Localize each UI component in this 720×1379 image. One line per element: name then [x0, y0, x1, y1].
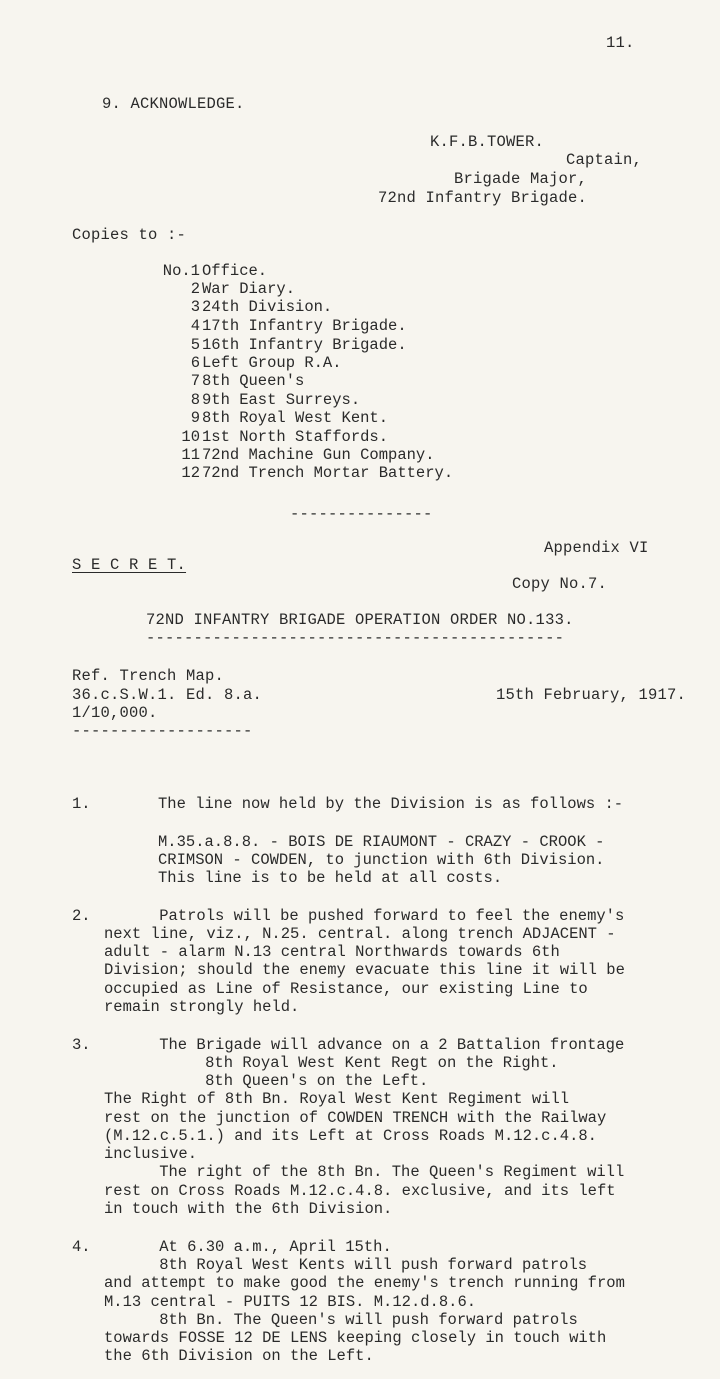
- page-number: 11.: [606, 34, 635, 52]
- paragraph-line: This line is to be held at all costs.: [158, 869, 503, 887]
- signature-name: K.F.B.TOWER.: [430, 133, 545, 151]
- paragraph-line: rest on Cross Roads M.12.c.4.8. exclusive, and its left: [104, 1182, 616, 1200]
- copy-number: 3: [190, 298, 200, 316]
- copy-recipient: Left Group R.A.: [202, 354, 342, 372]
- ref-rule: -------------------: [72, 722, 253, 740]
- paragraph-line: Division; should the enemy evacuate this line it will be: [104, 961, 625, 979]
- signature-role: Brigade Major,: [454, 170, 588, 188]
- copy-recipient: 72nd Trench Mortar Battery.: [202, 464, 454, 482]
- copy-number: 7: [190, 372, 200, 390]
- order-title: 72ND INFANTRY BRIGADE OPERATION ORDER NO.133.: [146, 611, 574, 629]
- copy-number: 6: [190, 354, 200, 372]
- paragraph-line: The line now held by the Division is as follows :-: [158, 795, 624, 813]
- paragraph-line: CRIMSON - COWDEN, to junction with 6th Division.: [158, 851, 605, 869]
- paragraph-line: 8th Queen's on the Left.: [140, 1072, 429, 1090]
- copy-recipient: 72nd Machine Gun Company.: [202, 446, 435, 464]
- ref-line-1: Ref. Trench Map.: [72, 667, 225, 685]
- paragraph-line: M.13 central - PUITS 12 BIS. M.12.d.8.6.: [104, 1293, 477, 1311]
- copy-number: 11: [181, 446, 200, 464]
- copy-number: 2: [190, 280, 200, 298]
- list-item: [148, 446, 435, 464]
- paragraph-line: 8th Royal West Kent Regt on the Right.: [140, 1054, 559, 1072]
- copy-number: 8: [190, 391, 200, 409]
- paragraph-line: remain strongly held.: [104, 998, 300, 1016]
- order-date: 15th February, 1917.: [496, 686, 687, 704]
- paragraph-line: M.35.a.8.8. - BOIS DE RIAUMONT - CRAZY - CROOK -: [158, 833, 605, 851]
- copy-number: 5: [190, 336, 200, 354]
- paragraph-line: 8th Bn. The Queen's will push forward patrols: [122, 1311, 578, 1329]
- paragraph-line: occupied as Line of Resistance, our existing Line to: [104, 980, 588, 998]
- paragraph-number: 3.: [72, 1036, 91, 1054]
- ref-line-2: 36.c.S.W.1. Ed. 8.a.: [72, 686, 263, 704]
- list-item: [148, 354, 342, 372]
- copy-recipient: 8th Royal West Kent.: [202, 409, 389, 427]
- copy-recipient: 1st North Staffords.: [202, 428, 389, 446]
- copy-recipient: 24th Division.: [202, 298, 333, 316]
- paragraph-line: and attempt to make good the enemy's trench running from: [104, 1274, 625, 1292]
- section-separator: ---------------: [290, 505, 433, 523]
- paragraph-line: Patrols will be pushed forward to feel the enemy's: [122, 907, 625, 925]
- paragraph-line: next line, viz., N.25. central. along trench ADJACENT -: [104, 925, 616, 943]
- copy-recipient: 17th Infantry Brigade.: [202, 317, 407, 335]
- list-item: [148, 298, 332, 316]
- copy-recipient: 16th Infantry Brigade.: [202, 336, 407, 354]
- list-item: [148, 409, 388, 427]
- paragraph-line: adult - alarm N.13 central Northwards towards 6th: [104, 943, 560, 961]
- list-item: [148, 428, 388, 446]
- list-item: [148, 464, 453, 482]
- appendix-label: Appendix VI: [544, 539, 649, 557]
- secret-heading: S E C R E T.: [72, 556, 187, 574]
- paragraph-line: At 6.30 a.m., April 15th.: [122, 1238, 392, 1256]
- copy-recipient: Office.: [202, 262, 268, 280]
- copy-number: 10: [181, 428, 200, 446]
- signature-unit: 72nd Infantry Brigade.: [378, 189, 588, 207]
- copy-number-label: Copy No.7.: [512, 575, 608, 593]
- paragraph-line: in touch with the 6th Division.: [104, 1200, 393, 1218]
- ref-line-3: 1/10,000.: [72, 704, 158, 722]
- copy-number: No.1: [162, 262, 200, 280]
- paragraph-line: The Brigade will advance on a 2 Battalion frontage: [122, 1036, 625, 1054]
- paragraph-line: rest on the junction of COWDEN TRENCH with the Railway: [104, 1109, 607, 1127]
- paragraph-line: The Right of 8th Bn. Royal West Kent Regiment will: [104, 1090, 570, 1108]
- signature-rank: Captain,: [566, 151, 643, 169]
- list-item: [148, 317, 407, 335]
- copy-number: 4: [190, 317, 200, 335]
- list-item: [148, 391, 360, 409]
- list-item: [148, 262, 267, 280]
- acknowledge-line: 9. ACKNOWLEDGE.: [102, 95, 245, 113]
- paragraph-number: 4.: [72, 1238, 91, 1256]
- copy-recipient: War Diary.: [202, 280, 296, 298]
- copy-recipient: 9th East Surreys.: [202, 391, 361, 409]
- paragraph-number: 1.: [72, 795, 91, 813]
- copies-heading: Copies to :-: [72, 226, 187, 244]
- paragraph-line: 8th Royal West Kents will push forward patrols: [122, 1256, 588, 1274]
- order-title-rule: --------------------------------------------: [146, 629, 565, 647]
- list-item: [148, 372, 304, 390]
- copy-number: 12: [181, 464, 200, 482]
- copy-number: 9: [190, 409, 200, 427]
- list-item: [148, 336, 407, 354]
- list-item: [148, 280, 295, 298]
- paragraph-line: The right of the 8th Bn. The Queen's Regiment will: [122, 1163, 625, 1181]
- paragraph-line: towards FOSSE 12 DE LENS keeping closely in touch with: [104, 1329, 607, 1347]
- paragraph-number: 2.: [72, 907, 91, 925]
- copy-recipient: 8th Queen's: [202, 372, 305, 390]
- paragraph-line: the 6th Division on the Left.: [104, 1347, 374, 1365]
- paragraph-line: (M.12.c.5.1.) and its Left at Cross Roads M.12.c.4.8.: [104, 1127, 597, 1145]
- paragraph-line: inclusive.: [104, 1145, 198, 1163]
